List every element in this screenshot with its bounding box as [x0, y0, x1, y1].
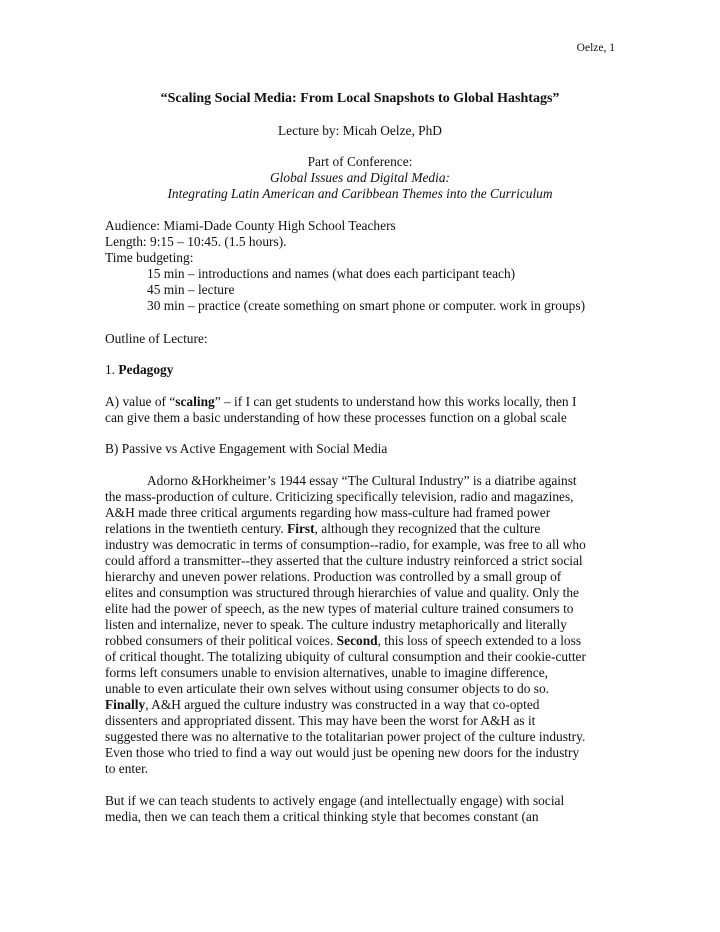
body-line: media, then we can teach them a critical thinking style that becomes constant (an — [105, 809, 539, 824]
body-text: relations in the twentieth century. — [105, 521, 288, 536]
section-title: Pedagogy — [118, 362, 174, 377]
body-text: , although they recognized that the culture — [314, 521, 541, 536]
body-bold: Second — [336, 633, 378, 648]
body-line: Even those who tried to find a way out would just be opening new doors for the industry — [105, 745, 580, 760]
body-line: But if we can teach students to actively engage (and intellectually engage) with social — [105, 793, 565, 808]
section-heading-pedagogy — [105, 362, 173, 378]
body-line: to enter. — [105, 761, 149, 776]
length-line: Length: 9:15 – 10:45. (1.5 hours). — [105, 234, 287, 249]
point-b-heading: B) Passive vs Active Engagement with Social Media — [105, 441, 388, 456]
body-line: hierarchy and uneven power relations. Production was controlled by a small group of — [105, 569, 562, 584]
body-line: Adorno &Horkheimer’s 1944 essay “The Cultural Industry” is a diatribe against — [147, 473, 577, 488]
body-line — [105, 697, 540, 713]
point-a-bold: scaling — [175, 394, 215, 409]
point-a-line1 — [105, 394, 576, 410]
body-line: A&H made three critical arguments regarding how mass-culture had framed power — [105, 505, 551, 520]
outline-label: Outline of Lecture: — [105, 331, 208, 346]
body-line: suggested there was no alternative to the totalitarian power project of the culture industry. — [105, 729, 586, 744]
body-line — [105, 633, 581, 649]
body-text: robbed consumers of their political voices. — [105, 633, 337, 648]
body-line — [105, 521, 540, 537]
body-text: , A&H argued the culture industry was constructed in a way that co-opted — [145, 697, 540, 712]
page-header: Oelze, 1 — [576, 42, 615, 54]
body-line: industry was democratic in terms of consumption--radio, for example, was free to all who — [105, 537, 586, 552]
conference-name-line2: Integrating Latin American and Caribbean Themes into the Curriculum — [167, 186, 553, 201]
body-bold: First — [287, 521, 315, 536]
section-number: 1. — [105, 362, 119, 377]
conference-name-line1: Global Issues and Digital Media: — [269, 170, 450, 185]
body-line: the mass-production of culture. Criticizing specifically television, radio and magazines, — [105, 489, 574, 504]
point-a-prefix: A) value of “ — [105, 394, 176, 409]
body-line: dissenters and appropriated dissent. This may have been the worst for A&H as it — [105, 713, 536, 728]
body-line: elites and consumption was structured through hierarchies of value and quality. Only the — [105, 585, 580, 600]
conference-label: Part of Conference: — [307, 154, 413, 169]
budget-item: 15 min – introductions and names (what does each participant teach) — [147, 266, 516, 281]
body-line: could afford a transmitter--they asserted that the culture industry reinforced a strict social — [105, 553, 583, 568]
audience-line: Audience: Miami-Dade County High School Teachers — [105, 218, 396, 233]
body-line: unable to even articulate their own selves without using consumer objects to do so. — [105, 681, 550, 696]
body-text: , this loss of speech extended to a loss — [377, 633, 582, 648]
body-line: forms left consumers unable to envision alternatives, unable to imagine difference, — [105, 665, 548, 680]
time-budget-label: Time budgeting: — [105, 250, 194, 265]
budget-item: 45 min – lecture — [147, 282, 235, 297]
body-line: listen and internalize, never to speak. The culture industry metaphorically and literally — [105, 617, 567, 632]
point-a-line2: can give them a basic understanding of how these processes function on a global scale — [105, 410, 567, 425]
body-line: elite had the power of speech, as the new types of material culture trained consumers to — [105, 601, 574, 616]
budget-item: 30 min – practice (create something on smart phone or computer. work in groups) — [147, 298, 586, 313]
body-bold: Finally — [105, 697, 146, 712]
body-line: of critical thought. The totalizing ubiquity of cultural consumption and their cookie-cutter — [105, 649, 586, 664]
lecturer-line: Lecture by: Micah Oelze, PhD — [278, 123, 442, 138]
lecture-title: “Scaling Social Media: From Local Snapshots to Global Hashtags” — [160, 91, 560, 106]
point-a-rest: ” – if I can get students to understand how this works locally, then I — [214, 394, 577, 409]
